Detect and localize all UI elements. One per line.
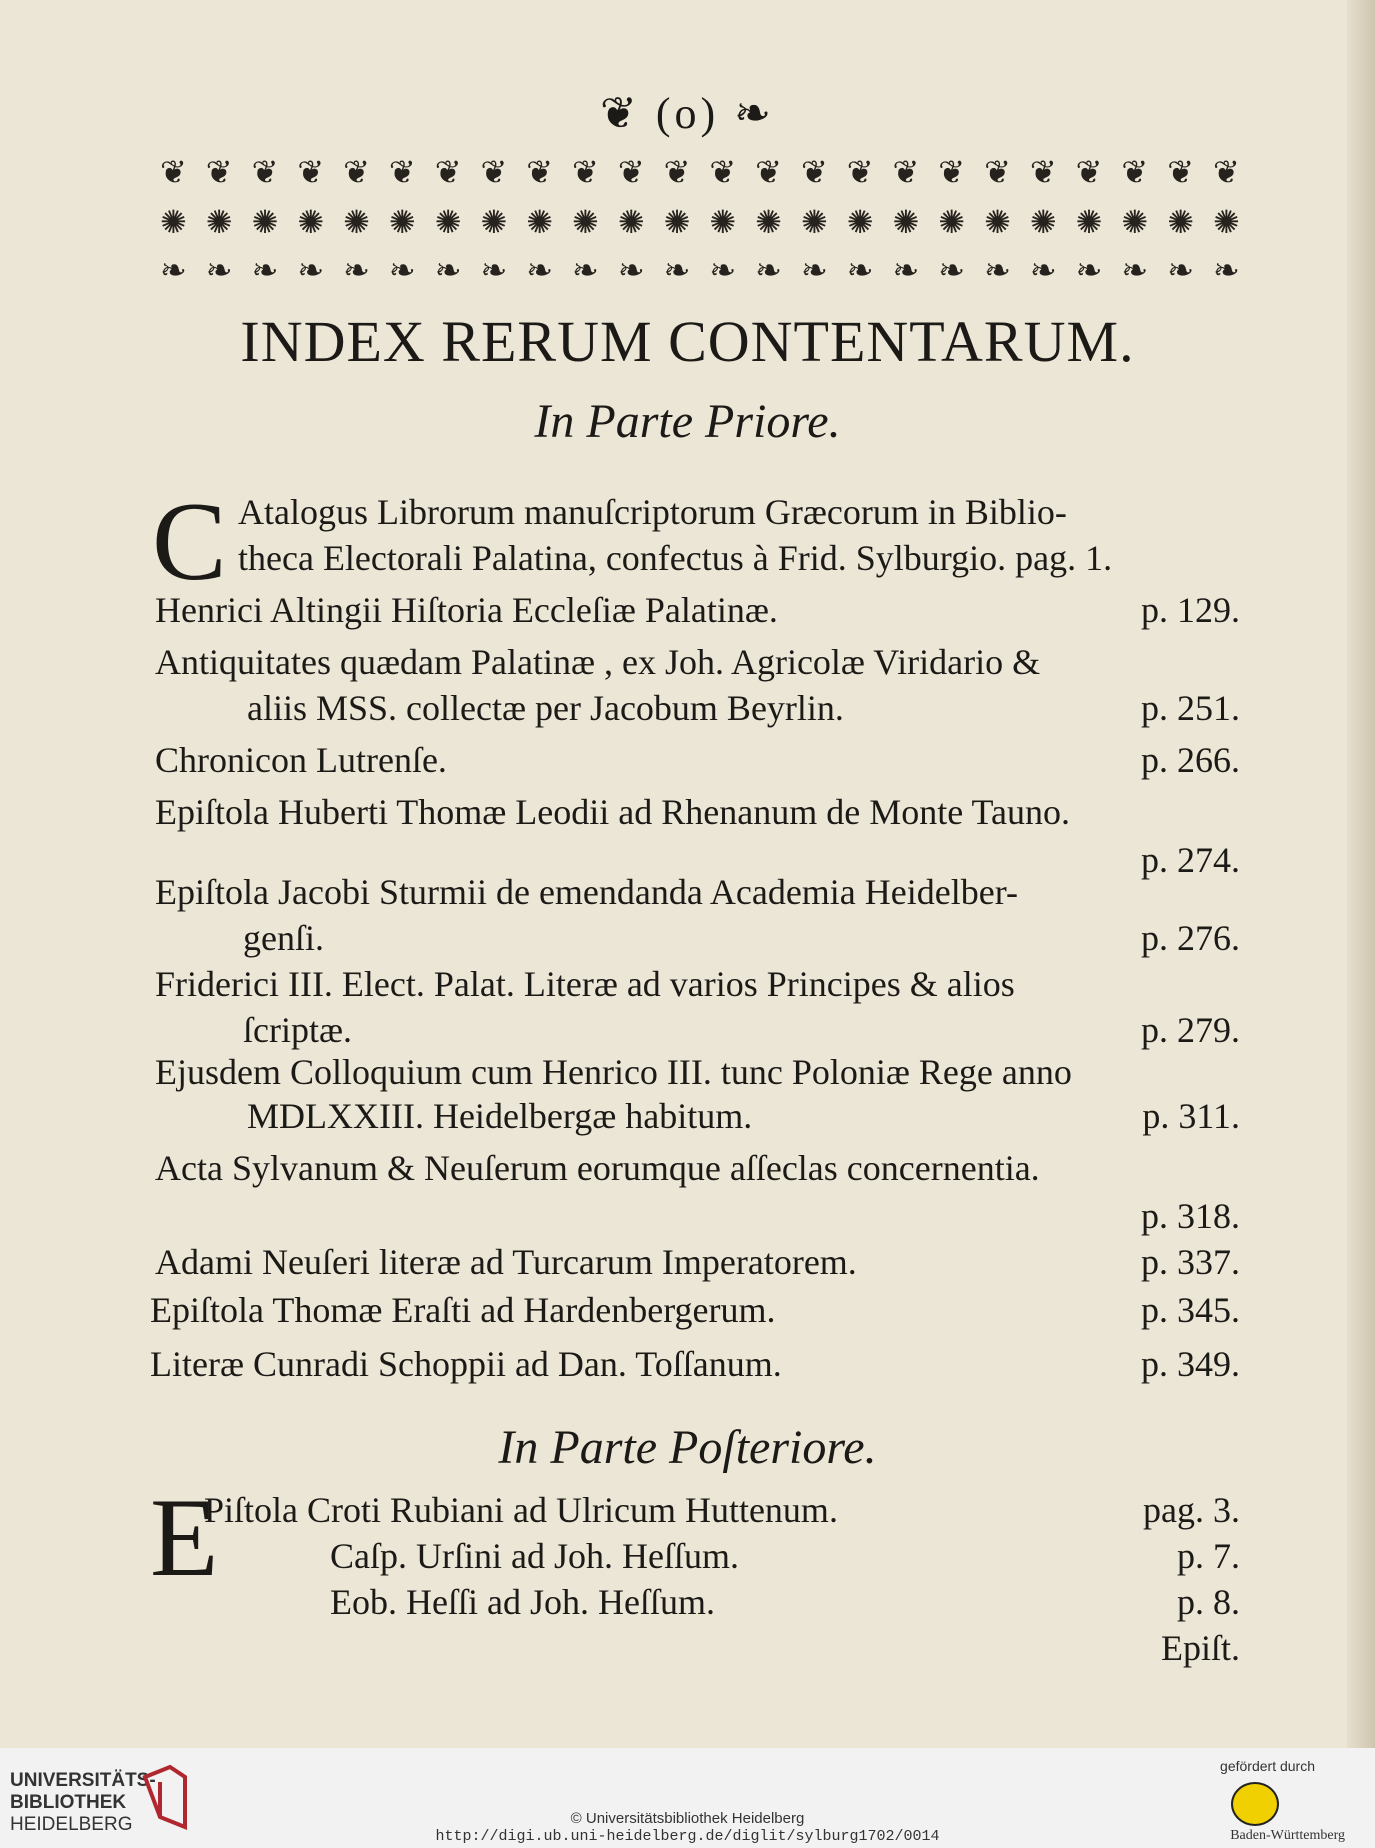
- header-ornament-left: ❦: [599, 89, 641, 138]
- ornament-glyph: ❧: [984, 252, 1011, 288]
- entry-page: p. 251.: [1141, 688, 1240, 728]
- index-entry: [155, 1094, 1240, 1138]
- catchword: Epiſt.: [1161, 1628, 1240, 1668]
- ornament-row-2: [160, 202, 1240, 242]
- entry-page: p. 129.: [1141, 590, 1240, 630]
- index-entry: [330, 1534, 1240, 1578]
- ornament-glyph: ❦: [205, 154, 233, 190]
- index-entry: [155, 1240, 1240, 1284]
- copyright-text: © Universitätsbibliothek Heidelberg: [570, 1810, 805, 1827]
- entry-page: p. 279.: [1141, 1010, 1240, 1050]
- entry-text: aliis MSS. collectæ per Jacobum Beyrlin.: [247, 688, 844, 728]
- header-ornament-right: ❧: [734, 89, 776, 138]
- index-entry: [155, 588, 1240, 632]
- ornament-glyph: ❧: [388, 252, 416, 288]
- entry-text: Chronicon Lutrenſe.: [155, 740, 447, 780]
- page-edge-shadow: [1347, 0, 1375, 1748]
- entry-page: p. 318.: [1141, 1196, 1240, 1236]
- entry-text: MDLXXIII. Heidelbergæ habitum.: [247, 1096, 753, 1136]
- ornament-glyph: ❦: [251, 154, 279, 190]
- ornament-glyph: ✺: [1167, 204, 1194, 240]
- ornament-glyph: ✺: [1029, 204, 1057, 240]
- entry-line: Epiſtola Huberti Thomæ Leodii ad Rhenanum de Monte Tauno.: [155, 792, 1070, 832]
- entry-text: Epiſtola Thomæ Eraſti ad Hardenbergerum.: [150, 1290, 776, 1330]
- ornament-glyph: ❧: [205, 252, 233, 288]
- ornament-glyph: ✺: [846, 204, 874, 240]
- ornament-glyph: ❦: [572, 154, 599, 190]
- entry-page: p. 266.: [1141, 740, 1240, 780]
- ornament-glyph: ❦: [526, 154, 554, 190]
- library-name-line: UNIVERSITÄTS-: [10, 1770, 156, 1791]
- index-entry: [155, 1008, 1240, 1052]
- entry-page: p. 345.: [1141, 1290, 1240, 1330]
- ornament-glyph: ❦: [388, 154, 416, 190]
- ornament-glyph: ❧: [800, 252, 828, 288]
- ornament-glyph: ✺: [205, 204, 233, 240]
- ornament-glyph: ✺: [480, 204, 508, 240]
- ornament-glyph: ❦: [892, 154, 920, 190]
- index-entry: [155, 738, 1240, 782]
- ornament-glyph: ❦: [1075, 154, 1103, 190]
- entry-line: Friderici III. Elect. Palat. Literæ ad varios Principes & alios: [155, 964, 1015, 1004]
- ornament-glyph: ❧: [1212, 252, 1240, 288]
- ornament-glyph: ❧: [938, 252, 966, 288]
- page-header: [0, 88, 1375, 139]
- entry-line: theca Electorali Palatina, confectus à Frid. Sylburgio. pag. 1.: [238, 538, 1113, 578]
- entry-page: p. 337.: [1141, 1242, 1240, 1282]
- ornament-glyph: ✺: [572, 204, 599, 240]
- ornament-glyph: ✺: [1212, 204, 1240, 240]
- drop-cap: E: [150, 1476, 219, 1600]
- ornament-glyph: ❧: [1029, 252, 1057, 288]
- ornament-glyph: ✺: [892, 204, 920, 240]
- entry-line: Atalogus Librorum manuſcriptorum Græcorum in Biblio-: [238, 492, 1067, 532]
- entry-page: p. 349.: [1141, 1344, 1240, 1384]
- ornament-glyph: ❦: [1212, 154, 1240, 190]
- section-heading-1: In Parte Priore.: [534, 395, 841, 448]
- ornament-glyph: ❦: [617, 154, 645, 190]
- ornament-glyph: ✺: [297, 204, 325, 240]
- ornament-glyph: ❦: [297, 154, 325, 190]
- index-entry: [155, 916, 1240, 960]
- entry-text: Henrici Altingii Hiſtoria Eccleſiæ Palatinæ.: [155, 590, 778, 630]
- ornament-glyph: ❦: [1167, 154, 1194, 190]
- funding-label: gefördert durch: [1220, 1758, 1315, 1774]
- ornament-glyph: ✺: [434, 204, 462, 240]
- ornament-glyph: ❦: [480, 154, 508, 190]
- ornament-glyph: ✺: [663, 204, 691, 240]
- ornament-glyph: ✺: [251, 204, 279, 240]
- ornament-glyph: ❦: [1121, 154, 1149, 190]
- entry-line: Ejusdem Colloquium cum Henrico III. tunc Poloniæ Rege anno: [155, 1052, 1072, 1092]
- index-entry: [204, 1488, 1240, 1532]
- viewer-footer: [0, 1748, 1375, 1848]
- entry-text: Literæ Cunradi Schoppii ad Dan. Toſſanum.: [150, 1344, 782, 1384]
- page-number: (o): [655, 89, 720, 138]
- funder-name: Baden-Württemberg: [1230, 1828, 1345, 1843]
- ornament-glyph: ❦: [755, 154, 782, 190]
- ornament-glyph: ✺: [617, 204, 645, 240]
- ornament-row-3: [160, 250, 1240, 290]
- library-name-line: BIBLIOTHEK: [10, 1792, 127, 1813]
- ornament-glyph: ❧: [526, 252, 554, 288]
- ornament-glyph: ✺: [938, 204, 966, 240]
- entry-text: Adami Neuſeri literæ ad Turcarum Imperatorem.: [155, 1242, 857, 1282]
- index-entry: [150, 1342, 1240, 1386]
- entry-page: pag. 3.: [1143, 1490, 1240, 1530]
- entry-text: Piſtola Croti Rubiani ad Ulricum Huttenum.: [204, 1490, 838, 1530]
- ornament-glyph: ❧: [1075, 252, 1103, 288]
- entry-line: Epiſtola Jacobi Sturmii de emendanda Academia Heidelber-: [155, 872, 1018, 912]
- ornament-glyph: ❧: [663, 252, 691, 288]
- ornament-glyph: ❧: [846, 252, 874, 288]
- entry-page: p. 7.: [1177, 1536, 1240, 1576]
- entry-line: Acta Sylvanum & Neuſerum eorumque aſſeclas concernentia.: [155, 1148, 1040, 1188]
- entry-text: Caſp. Urſini ad Joh. Heſſum.: [330, 1536, 739, 1576]
- ornament-glyph: ❧: [709, 252, 737, 288]
- ornament-glyph: ✺: [1121, 204, 1149, 240]
- entry-text: genſi.: [243, 918, 324, 958]
- entry-page: p. 274.: [1141, 840, 1240, 880]
- coat-of-arms-icon: [1231, 1782, 1279, 1826]
- ornament-glyph: ❧: [755, 252, 782, 288]
- ornament-glyph: ❧: [251, 252, 279, 288]
- entry-page: p. 276.: [1141, 918, 1240, 958]
- entry-page: p. 8.: [1177, 1582, 1240, 1622]
- ornament-glyph: ❦: [663, 154, 691, 190]
- ornament-glyph: ❧: [572, 252, 599, 288]
- ornament-glyph: ❦: [343, 154, 370, 190]
- ornament-glyph: ❦: [709, 154, 737, 190]
- index-entry: [155, 686, 1240, 730]
- permalink[interactable]: http://digi.ub.uni-heidelberg.de/diglit/sylburg1702/0014: [435, 1828, 940, 1845]
- library-name-line: HEIDELBERG: [10, 1814, 133, 1835]
- drop-cap: C: [152, 480, 227, 604]
- ornament-glyph: ❦: [846, 154, 874, 190]
- index-entry: [330, 1580, 1240, 1624]
- ornament-row-1: [160, 152, 1240, 192]
- ornament-glyph: ❦: [434, 154, 462, 190]
- entry-text: Eob. Heſſi ad Joh. Heſſum.: [330, 1582, 715, 1622]
- index-title: INDEX RERUM CONTENTARUM.: [240, 309, 1135, 374]
- ornament-glyph: ✺: [709, 204, 737, 240]
- ornament-glyph: ✺: [1075, 204, 1103, 240]
- ornament-glyph: ❧: [480, 252, 508, 288]
- ornament-glyph: ❦: [160, 154, 187, 190]
- ornament-glyph: ❧: [1167, 252, 1194, 288]
- entry-text: ſcriptæ.: [243, 1010, 352, 1050]
- ornament-glyph: ❦: [938, 154, 966, 190]
- ornament-glyph: ❧: [434, 252, 462, 288]
- ornament-glyph: ✺: [388, 204, 416, 240]
- entry-page: p. 311.: [1142, 1096, 1240, 1136]
- ornament-glyph: ❧: [892, 252, 920, 288]
- ornament-glyph: ✺: [160, 204, 187, 240]
- ornament-glyph: ❧: [343, 252, 370, 288]
- ornament-glyph: ✺: [755, 204, 782, 240]
- ornament-glyph: ❧: [297, 252, 325, 288]
- ornament-glyph: ❧: [617, 252, 645, 288]
- entry-line: Antiquitates quædam Palatinæ , ex Joh. Agricolæ Viridario &: [155, 642, 1041, 682]
- ornament-glyph: ✺: [800, 204, 828, 240]
- ornament-glyph: ✺: [526, 204, 554, 240]
- ornament-glyph: ✺: [984, 204, 1011, 240]
- index-entry: [150, 1288, 1240, 1332]
- ornament-glyph: ❦: [1029, 154, 1057, 190]
- ornament-glyph: ❧: [160, 252, 187, 288]
- ornament-glyph: ❦: [984, 154, 1011, 190]
- section-heading-2: In Parte Poſteriore.: [498, 1421, 877, 1474]
- ornament-glyph: ❦: [800, 154, 828, 190]
- ornament-glyph: ❧: [1121, 252, 1149, 288]
- ornament-glyph: ✺: [343, 204, 370, 240]
